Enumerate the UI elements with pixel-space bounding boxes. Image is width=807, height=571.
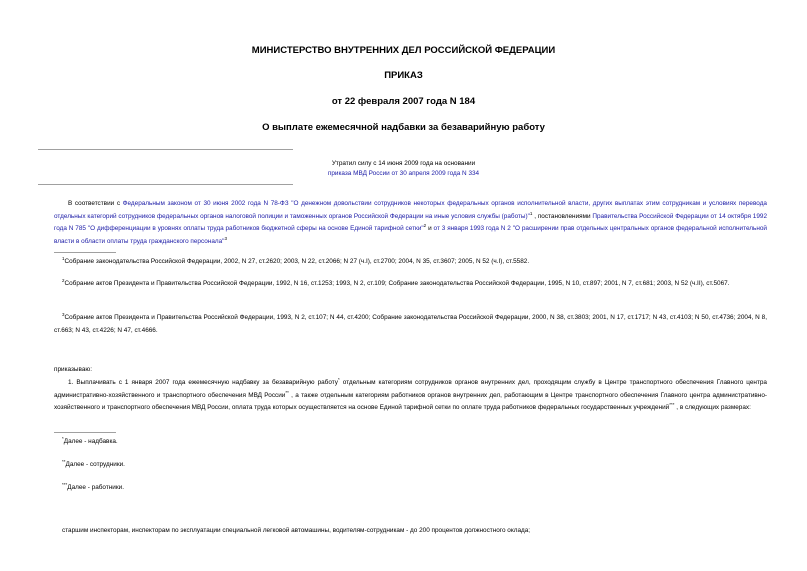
federal-law-link[interactable]: Федеральным законом от 30 июня 2002 года N 78-ФЗ "О денежном довольствии сотрудников некоторых федеральных органов исполнительной власти, других выплатах этим сотрудникам и условиях перевода отдельных категорий сотрудников федеральных органов налоговой полиции и таможенных органов Российской Федерации на иные условия службы (работы)" [54,200,767,220]
repeal-order-link[interactable]: приказа МВД России от 30 апреля 2009 года N 334 [327,170,480,177]
ministry-heading: МИНИСТЕРСТВО ВНУТРЕННИХ ДЕЛ РОССИЙСКОЙ ФЕДЕРАЦИИ [251,45,556,56]
footnote-divider [54,432,116,433]
document-type: ПРИКАЗ [384,70,423,81]
divider [38,184,293,185]
preamble-paragraph: В соответствии с Федеральным законом от 30 июня 2002 года N 78-ФЗ "О денежном довольствии сотрудников некоторых федеральных органов исполнительной власти, других выплатах этим сотрудникам и условиях перевода отдельных категорий сотрудников федеральных органов налоговой полиции и таможенных органов Российской Федерации на иные условия службы (работы)"$^1$ , постановлениями Правительства Российской Федерации от 14 октября 1992 года N 785 "О дифференциации в уровнях оплаты труда работников бюджетной сферы на основе Единой тарифной сетки"$^2$ и от 3 января 1993 года N 2 "О расширении прав отдельных центральных органов федеральной исполнительной власти в области оплаты труда гражданского персонала"$^3$ [54,200,767,245]
footnote-marker: 2 [423,222,427,228]
status-note: Утратил силу с 14 июня 2009 года на основании [331,160,476,167]
footnote-2: $^2$Собрание актов Президента и Правительства Российской Федерации, 1992, N 16, ст.1253; 1993, N 2, ст.109; Собрание законодательства Российской Федерации, 1995, N 10, ст.897; 2001, N 7, ст.681; 2003, N 52 (ч.II), ст.5067. [62,277,730,287]
footnote-3: $^3$Собрание актов Президента и Правительства Российской Федерации, 1993, N 2, ст.107; N 44, ст.4200; Собрание законодательства Российской Федерации, 2000, N 38, ст.3803; 2001, N 17, ст.1717; N 43, ст.4103; N 50, ст.4736; 2004, N 8, ст.663; N 43, ст.4226; N 47, ст.4666. [54,311,767,334]
footnote-rabotniki: ***Далее - работники. [62,481,125,491]
government-decree-1993-link[interactable]: от 3 января 1993 года N 2 "О расширении прав отдельных центральных органов федеральной исполнительной власти в области оплаты труда гражданского персонала" [54,225,767,245]
government-decree-1992-link[interactable]: Правительства Российской Федерации от 14 октября 1992 года N 785 "О дифференциации в уровнях оплаты труда работников бюджетной сферы на основе Единой тарифной сетки" [54,212,767,232]
divider [38,149,293,150]
footnote-1: $^1$Собрание законодательства Российской Федерации, 2002, N 27, ст.2620; 2003, N 22, ст.2066; N 27 (ч.I), ст.2700; 2004, N 35, ст.3607; 2005, N 52 (ч.I), ст.5582. [62,255,530,265]
footnote-marker: 3 [224,235,227,241]
footnote-marker: 1 [529,210,533,216]
document-date-number: от 22 февраля 2007 года N 184 [331,96,476,107]
footnote-nadbavka: *Далее - надбавка. [62,435,118,445]
order-word: приказываю: [54,366,92,373]
clause-1: 1. Выплачивать с 1 января 2007 года ежемесячную надбавку за безаварийную работу* отдельным категориям сотрудников органов внутренних дел, проходящим службу в Центре транспортного обеспечения Главного центра административно-хозяйственного и транспортного обеспечения МВД России** , а также отдельным категориям работников органов внутренних дел, работающим в Центре транспортного обеспечения Главного центра административно-хозяйственного и транспортного обеспечения МВД России, оплата труда которых осуществляется на основе Единой тарифной сетки по оплате труда работников федеральных государственных учреждений*** , в следующих размерах: [54,376,768,411]
footnote-sotrudniki: **Далее - сотрудники. [62,458,125,468]
footnote-divider [54,252,116,253]
document-title: О выплате ежемесячной надбавки за безаварийную работу [262,122,545,133]
list-item: старшим инспекторам, инспекторам по эксплуатации специальной легковой автомашины, водителям-сотрудникам - до 200 процентов должностного оклада; [62,527,531,534]
